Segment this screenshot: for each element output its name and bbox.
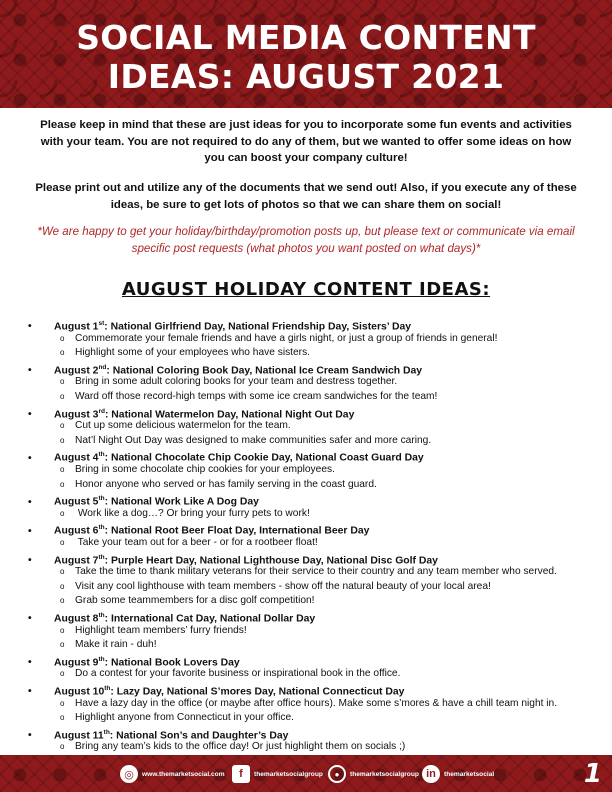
idea-item <box>60 638 157 652</box>
idea-text: Bring in some chocolate chip cookies for your employees. <box>75 464 335 475</box>
bullet-icon: • <box>28 409 32 421</box>
day-ordinal: nd <box>98 363 107 371</box>
day-label: August 11 <box>54 730 104 742</box>
footer-banner <box>0 755 612 792</box>
day-ordinal: th <box>98 451 105 459</box>
idea-item <box>60 419 291 433</box>
day-label: August 2 <box>54 365 99 377</box>
linkedin-text: themarketsocial <box>444 770 495 778</box>
idea-item <box>60 536 318 550</box>
sub-bullet-icon: o <box>60 713 65 723</box>
intro-note: *We are happy to get your holiday/birthday/promotion posts up, but please text or communicate via email specific post requests (what photos you want posted on what days)* <box>37 225 575 255</box>
day-holidays: : National Girlfriend Day, National Friendship Day, Sisters’ Day <box>104 321 412 333</box>
instagram-text: themarketsocialgroup <box>350 770 419 778</box>
bullet-icon: • <box>28 555 32 567</box>
website-link[interactable] <box>120 765 225 783</box>
idea-text: Ward off those record-high temps with some ice cream sandwiches for the team! <box>75 391 438 402</box>
sub-bullet-icon: o <box>60 479 65 489</box>
idea-text: Highlight anyone from Connecticut in your office. <box>75 712 294 724</box>
page-title-line2: IDEAS: AUGUST 2021 <box>107 57 505 96</box>
intro-paragraph-1: Please keep in mind that these are just ideas for you to incorporate some fun events and activities with your team. You are not required to do any of them, but we wanted to offer some ideas on how you can boost your company culture! <box>40 119 572 164</box>
facebook-text: themarketsocialgroup <box>254 770 323 778</box>
day-holidays: : National Coloring Book Day, National Ice Cream Sandwich Day <box>106 365 423 377</box>
day-label: August 5 <box>54 496 99 508</box>
idea-text: Make it rain - duh! <box>75 639 157 651</box>
day-holidays: : International Cat Day, National Dollar Day <box>104 613 316 625</box>
sub-bullet-icon: o <box>60 333 65 343</box>
page-title-line1: SOCIAL MEDIA CONTENT <box>76 18 536 57</box>
idea-text: Grab some teammembers for a disc golf competition! <box>75 595 315 607</box>
linkedin-icon: in <box>422 765 440 783</box>
day-holidays: : National Watermelon Day, National Night Out Day <box>104 409 355 421</box>
sub-bullet-icon: o <box>60 348 65 358</box>
day-ordinal: st <box>98 320 105 327</box>
sub-bullet-icon: o <box>60 698 65 708</box>
day-ordinal: th <box>98 612 105 619</box>
bullet-icon: • <box>28 657 32 669</box>
sub-bullet-icon: o <box>60 538 65 547</box>
day-holidays: : Lazy Day, National S’mores Day, National Connecticut Day <box>110 686 405 698</box>
sub-bullet-icon: o <box>60 742 65 752</box>
sub-bullet-icon: o <box>60 392 65 401</box>
linkedin-link[interactable] <box>422 765 494 783</box>
idea-item <box>60 594 315 608</box>
idea-item <box>60 463 335 477</box>
idea-item <box>60 332 497 346</box>
idea-item <box>60 565 557 579</box>
idea-item <box>60 507 310 521</box>
bullet-icon: • <box>28 730 32 742</box>
day-holidays: : National Work Like A Dog Day <box>104 496 259 508</box>
idea-item <box>60 711 294 725</box>
bullet-icon: • <box>28 321 32 333</box>
idea-item <box>60 697 557 711</box>
sub-bullet-icon: o <box>60 596 65 606</box>
day-holidays: : Purple Heart Day, National Lighthouse Day, National Disc Golf Day <box>104 555 438 567</box>
bullet-icon: • <box>28 496 32 508</box>
bullet-icon: • <box>28 613 32 625</box>
idea-item <box>60 580 491 594</box>
day-ordinal: rd <box>98 407 105 415</box>
day-label: August 3 <box>54 409 99 421</box>
day-ordinal: th <box>104 685 111 692</box>
idea-text: Nat’l Night Out Day was designed to make communities safer and more caring. <box>75 434 432 446</box>
section-title: AUGUST HOLIDAY CONTENT IDEAS: <box>121 279 491 300</box>
sub-bullet-icon: o <box>60 421 65 431</box>
day-holidays: : National Book Lovers Day <box>104 657 240 669</box>
day-label: August 7 <box>54 555 99 567</box>
idea-item <box>60 667 400 681</box>
bullet-icon: • <box>28 686 32 698</box>
day-ordinal: th <box>98 524 105 532</box>
day-label: August 6 <box>54 525 99 537</box>
website-text: www.themarketsocial.com <box>142 770 225 778</box>
idea-item <box>60 434 431 448</box>
day-ordinal: th <box>98 495 105 503</box>
day-label: August 4 <box>54 452 99 464</box>
idea-text: Highlight team members’ furry friends! <box>75 624 247 636</box>
idea-text: Take your team out for a beer - or for a rootbeer float! <box>75 537 318 548</box>
day-label: August 8 <box>54 613 99 625</box>
day-holidays: : National Root Beer Float Day, International Beer Day <box>104 525 370 537</box>
header-banner <box>0 0 612 108</box>
day-ordinal: th <box>98 553 105 561</box>
instagram-icon: ● <box>328 765 346 783</box>
sub-bullet-icon: o <box>60 669 65 679</box>
idea-text: Work like a dog…? Or bring your furry pets to work! <box>75 507 310 519</box>
day-label: August 10 <box>54 686 105 698</box>
day-holidays: : National Chocolate Chip Cookie Day, National Coast Guard Day <box>104 452 424 464</box>
idea-item <box>60 375 397 389</box>
idea-item <box>60 740 405 754</box>
bullet-icon: • <box>28 365 32 377</box>
idea-item <box>60 390 437 404</box>
sub-bullet-icon: o <box>60 581 65 591</box>
sub-bullet-icon: o <box>60 435 65 445</box>
sub-bullet-icon: o <box>60 508 65 518</box>
idea-item <box>60 624 247 638</box>
bullet-icon: • <box>28 525 32 537</box>
instagram-link[interactable] <box>328 765 419 783</box>
day-label: August 1 <box>54 321 99 333</box>
idea-item <box>60 346 310 360</box>
sub-bullet-icon: o <box>60 377 65 387</box>
sub-bullet-icon: o <box>60 567 65 577</box>
globe-icon: ◎ <box>120 765 138 783</box>
idea-text: Visit any cool lighthouse with team members - show off the natural beauty of your local area! <box>75 580 491 592</box>
day-label: August 9 <box>54 657 99 669</box>
sub-bullet-icon: o <box>60 465 65 474</box>
day-holidays: : National Son’s and Daughter’s Day <box>109 730 289 742</box>
facebook-link[interactable] <box>232 765 323 783</box>
idea-text: Highlight some of your employees who have sisters. <box>75 347 310 359</box>
page-number: 1 <box>583 759 602 789</box>
bullet-icon: • <box>28 452 32 464</box>
facebook-icon: f <box>232 765 250 783</box>
idea-text: Bring any team’s kids to the office day! Or just highlight them on socials ;) <box>75 741 406 753</box>
idea-item <box>60 478 377 492</box>
idea-text: Take the time to thank military veterans for their service to their country and any team member who served. <box>75 566 557 578</box>
sub-bullet-icon: o <box>60 640 65 650</box>
intro-paragraph-2: Please print out and utilize any of the documents that we send out! Also, if you execute any of these ideas, be sure to get lots of photos so that we can share them on social! <box>35 182 577 211</box>
idea-text: Cut up some delicious watermelon for the team. <box>75 420 291 432</box>
idea-text: Bring in some adult coloring books for your team and destress together. <box>75 376 398 388</box>
day-ordinal: th <box>103 728 110 736</box>
idea-text: Have a lazy day in the office (or maybe after office hours). Make some s’mores & have a chill team night in. <box>75 697 558 709</box>
idea-text: Commemorate your female friends and have a girls night, or just a group of friends in general! <box>75 332 498 344</box>
idea-text: Honor anyone who served or has family serving in the coast guard. <box>75 478 377 490</box>
sub-bullet-icon: o <box>60 625 65 635</box>
idea-text: Do a contest for your favorite business or inspirational book in the office. <box>75 668 401 680</box>
day-ordinal: th <box>98 655 105 663</box>
